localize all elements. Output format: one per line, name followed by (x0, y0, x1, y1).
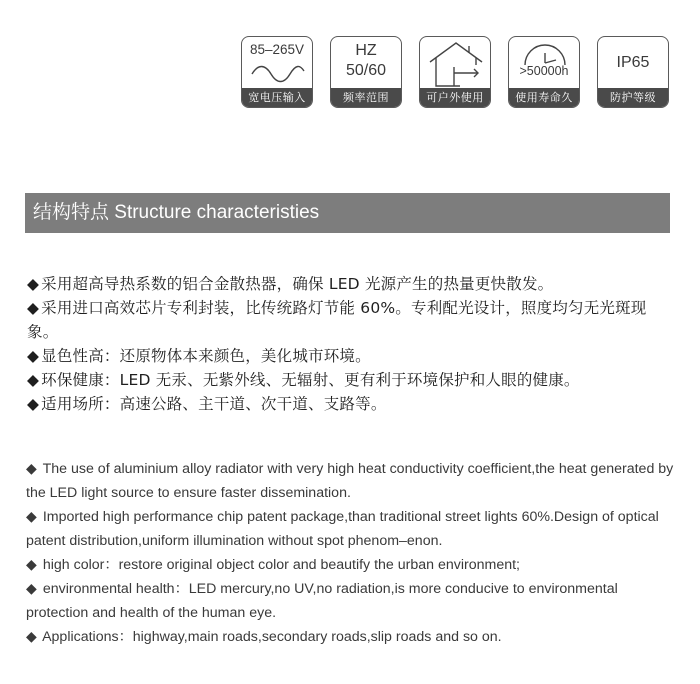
list-item: ◆ Applications：highway,main roads,secondary roads,slip roads and so on. (26, 629, 502, 645)
diamond-bullet-icon: ◆ (27, 371, 40, 389)
badge-lifespan-label: 使用寿命久 (509, 88, 579, 107)
section-header (25, 193, 670, 233)
list-item: ◆ environmental health：LED mercury,no UV,no radiation,is more conducive to environmental protection and health of the human eye. (26, 581, 618, 621)
section-title: 结构特点 Structure characteristies (33, 202, 320, 223)
sine-wave-icon (242, 37, 313, 90)
badge-voltage (241, 36, 313, 108)
voltage-range-text: 85–265V (249, 42, 305, 57)
diamond-bullet-icon: ◆ (26, 581, 37, 597)
diamond-bullet-icon: ◆ (27, 347, 40, 365)
frequency-unit-text: HZ (355, 42, 377, 59)
badge-ip-rating-label: 防护等级 (598, 88, 668, 107)
diamond-bullet-icon: ◆ (27, 395, 40, 413)
feature-badges (241, 36, 671, 108)
diamond-bullet-icon: ◆ (27, 275, 40, 293)
list-item: ◆ 适用场所：高速公路、主干道、次干道、支路等。 (27, 395, 387, 413)
diamond-bullet-icon: ◆ (27, 299, 40, 317)
diamond-bullet-icon: ◆ (26, 509, 37, 525)
list-item: ◆ 显色性高：还原物体本来颜色，美化城市环境。 (27, 347, 371, 365)
badge-voltage-label: 宽电压输入 (242, 88, 312, 107)
ip-rating-text: IP65 (616, 54, 650, 71)
badge-lifespan (508, 36, 580, 108)
diamond-bullet-icon: ◆ (26, 629, 37, 645)
chinese-feature-list (27, 272, 672, 416)
lifespan-hours-text: >50000h (519, 64, 569, 78)
badge-frequency (330, 36, 402, 108)
list-item: ◆ Imported high performance chip patent package,than traditional street lights 60%.Design of optical patent distribution,uniform illumination without spot phenom–enon. (26, 509, 659, 549)
list-item: ◆ 采用进口高效芯片专利封装，比传统路灯节能 60%。专利配光设计，照度均匀无光斑现象。 (27, 299, 647, 341)
list-item: ◆ The use of aluminium alloy radiator with very high heat conductivity coefficient,the heat generated by the LED light source to ensure faster dissemination. (26, 461, 674, 501)
diamond-bullet-icon: ◆ (26, 461, 37, 477)
english-feature-list (26, 457, 674, 649)
list-item: ◆ high color：restore original object color and beautify the urban environment; (26, 557, 520, 573)
list-item: ◆ 采用超高导热系数的铝合金散热器，确保 LED 光源产生的热量更快散发。 (27, 275, 554, 293)
house-arrow-icon (420, 37, 491, 90)
badge-outdoor (419, 36, 491, 108)
frequency-value-text: 50/60 (345, 62, 387, 79)
badge-frequency-label: 频率范围 (331, 88, 401, 107)
badge-ip-rating (597, 36, 669, 108)
diamond-bullet-icon: ◆ (26, 557, 37, 573)
list-item: ◆ 环保健康：LED 无汞、无紫外线、无辐射、更有利于环境保护和人眼的健康。 (27, 371, 580, 389)
badge-outdoor-label: 可户外使用 (420, 88, 490, 107)
